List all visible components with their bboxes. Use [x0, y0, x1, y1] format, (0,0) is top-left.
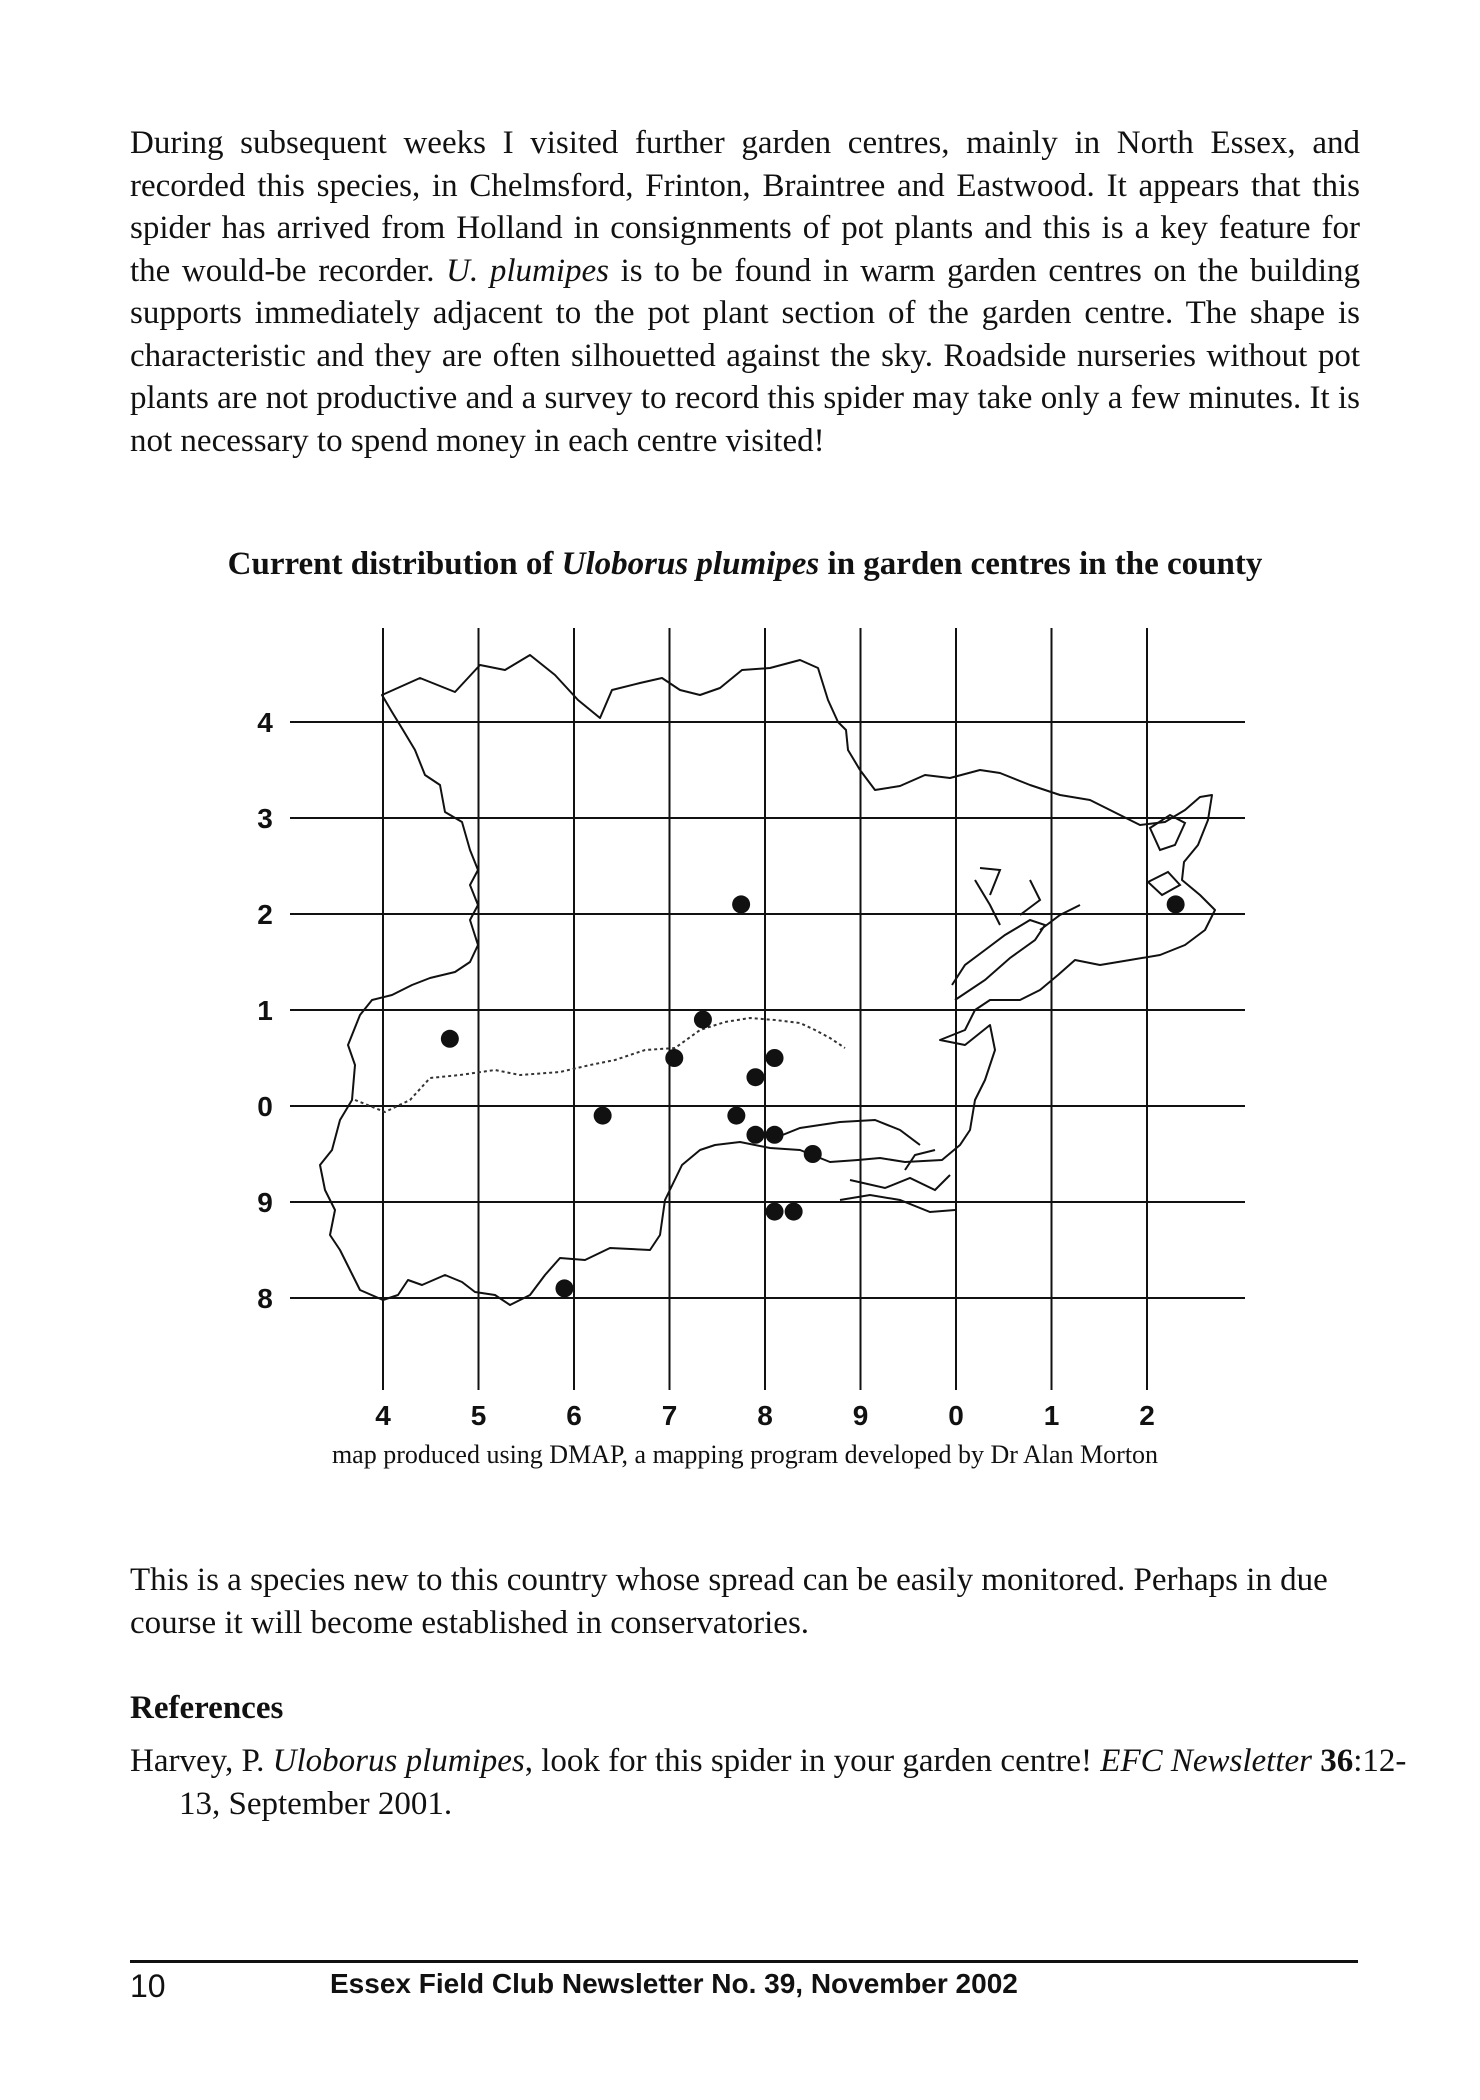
map-title-species: Uloborus plumipes	[561, 546, 820, 582]
record-dot	[665, 1049, 683, 1067]
x-tick-label: 5	[470, 1400, 487, 1431]
record-dot	[732, 895, 750, 913]
islands	[1148, 815, 1185, 895]
map-title	[130, 546, 1360, 583]
x-tick-label: 4	[375, 1400, 391, 1431]
conclusion-paragraph: This is a species new to this country whose spread can be easily monitored. Perhaps in due course it will become established in conservatories.	[130, 1562, 1328, 1641]
intro-paragraph	[130, 122, 1360, 462]
record-dot	[1167, 895, 1185, 913]
record-dot	[727, 1107, 745, 1125]
record-dot	[594, 1107, 612, 1125]
record-dot	[746, 1068, 764, 1086]
ref-pages: :12-13, September 2001.	[179, 1743, 1407, 1822]
ref-author: Harvey, P.	[130, 1743, 273, 1779]
map-title-suffix: in garden centres in the county	[819, 546, 1263, 582]
x-tick-label: 0	[948, 1400, 964, 1431]
footer-title: Essex Field Club Newsletter No. 39, November 2002	[330, 1968, 1018, 1999]
record-dot	[746, 1126, 764, 1144]
x-tick-label: 6	[566, 1400, 582, 1431]
axis-labels	[257, 707, 1155, 1431]
y-tick-label: 3	[257, 803, 273, 834]
x-tick-label: 9	[852, 1400, 869, 1431]
footer-divider	[130, 1960, 1358, 1963]
estuary-south	[770, 1120, 955, 1212]
intro-text-continued: is to be found in warm garden centres on the building supports immediately adjacent to the pot plant section of the garden centre. The shape is characteristic and they are often silhouetted against the sky. Roadside nurseries without pot plants are not productive and a survey to record this spider may take only a few minutes. It is not necessary to spend money in each centre visited!	[130, 252, 1360, 459]
estuary-north	[952, 868, 1080, 1000]
y-tick-label: 9	[257, 1187, 273, 1218]
map-title-prefix: Current distribution of	[227, 546, 562, 582]
x-tick-label: 1	[1043, 1400, 1060, 1431]
y-tick-label: 4	[257, 707, 273, 738]
record-dot	[766, 1126, 784, 1144]
ref-volume: 36	[1312, 1743, 1354, 1779]
intro-species-name: U. plumipes	[446, 252, 610, 289]
record-dot	[441, 1030, 459, 1048]
page-number: 10	[130, 1968, 166, 2004]
record-dot	[766, 1049, 784, 1067]
ref-title: , look for this spider in your garden centre!	[524, 1743, 1101, 1779]
record-dot	[766, 1203, 784, 1221]
record-points	[441, 895, 1185, 1297]
x-tick-label: 2	[1139, 1400, 1155, 1431]
ref-journal: EFC Newsletter	[1100, 1743, 1313, 1779]
record-dot	[804, 1145, 822, 1163]
ref-species: Uloborus plumipes	[272, 1743, 525, 1779]
y-tick-label: 2	[257, 899, 273, 930]
record-dot	[785, 1203, 803, 1221]
reference-entry	[130, 1740, 1409, 1826]
map-credit: map produced using DMAP, a mapping program developed by Dr Alan Morton	[331, 1440, 1159, 1469]
references-heading: References	[130, 1690, 284, 1726]
y-tick-label: 1	[257, 995, 273, 1026]
record-dot	[555, 1279, 573, 1297]
intro-text: During subsequent weeks I visited further garden centres, mainly in North Essex, and recorded this species, in Chelmsford, Frinton, Braintree and Eastwood. It appears that this spider has arrived from Holland in consignments of pot plants and this is a key feature for the would-be recorder.	[130, 125, 1360, 289]
y-tick-label: 8	[257, 1283, 273, 1314]
x-tick-label: 8	[757, 1400, 773, 1431]
map-grid	[290, 628, 1245, 1390]
y-tick-label: 0	[257, 1091, 273, 1122]
distribution-map	[0, 600, 1480, 1500]
record-dot	[694, 1011, 712, 1029]
x-tick-label: 7	[661, 1400, 678, 1431]
